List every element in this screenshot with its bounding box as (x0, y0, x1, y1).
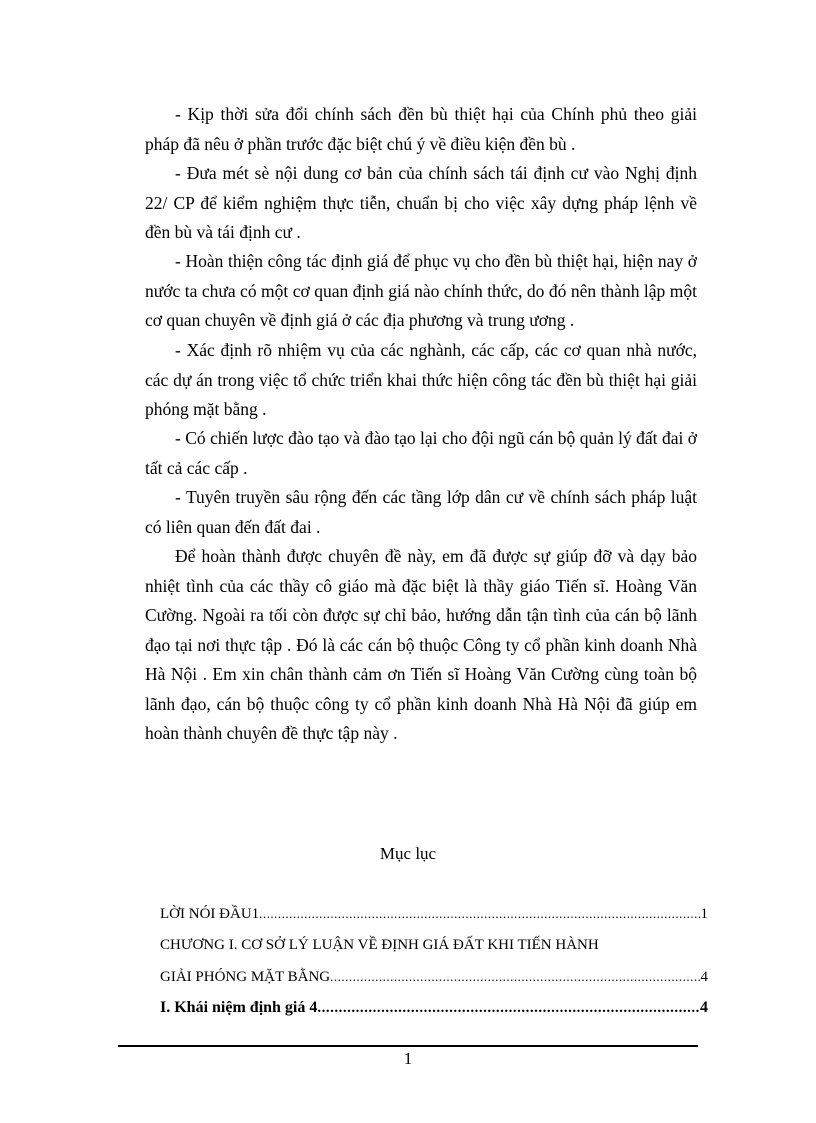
footer-rule (118, 1045, 698, 1047)
toc-leader-dots (317, 998, 700, 1018)
paragraph-5: - Có chiến lược đào tạo và đào tạo lại cho đội ngũ cán bộ quản lý đất đai ở tất cả các cấp . (145, 428, 697, 478)
toc-entry (160, 998, 708, 1018)
page-number: 1 (403, 1049, 413, 1068)
toc-entry-label: GIẢI PHÓNG MẶT BẰNG (160, 969, 331, 985)
toc-entry-page: 4 (700, 969, 708, 985)
toc-entry-page: 4 (700, 999, 708, 1016)
paragraph-2: - Đưa mét sè nội dung cơ bản của chính sách tái định cư vào Nghị định 22/ CP để kiểm nghiệm thực tiễn, chuẩn bị cho việc xây dựng pháp lệnh về đền bù và tái định cư . (145, 163, 697, 242)
toc-entry (160, 967, 708, 987)
toc-entry-page: 1 (700, 906, 708, 922)
paragraph-6: - Tuyên truyền sâu rộng đến các tầng lớp dân cư về chính sách pháp luật có liên quan đến đất đai . (145, 487, 697, 537)
toc-entry (160, 904, 708, 924)
toc-entry-label: I. Khái niệm định giá 4 (160, 999, 318, 1016)
paragraph-acknowledgement: Để hoàn thành được chuyên đề này, em đã được sự giúp đỡ và dạy bảo nhiệt tình của các thầy cô giáo mà đặc biệt là thầy giáo Tiến sĩ. Hoàng Văn Cường. Ngoài ra tối còn được sự chỉ bảo, hướng dẫn tận tình của cán bộ lãnh đạo tại nơi thực tập . Đó là các cán bộ thuộc Công ty cổ phần kinh doanh Nhà Hà Nội . Em xin chân thành cảm ơn Tiến sĩ Hoàng Văn Cường cùng toàn bộ lãnh đạo, cán bộ thuộc công ty cổ phần kinh doanh Nhà Hà Nội đã giúp em hoàn thành chuyên đề thực tập này . (145, 546, 697, 743)
paragraph-3: - Hoàn thiện công tác định giá để phục vụ cho đền bù thiệt hại, hiện nay ở nước ta chưa có một cơ quan định giá nào chính thức, do đó nên thành lập một cơ quan chuyên về định giá ở các địa phương và trung ương . (145, 251, 697, 330)
toc-entry-label: LỜI NÓI ĐẦU1 (160, 906, 260, 922)
toc-leader-dots (330, 967, 700, 987)
paragraph-1: - Kịp thời sửa đổi chính sách đền bù thiệt hại của Chính phủ theo giải pháp đã nêu ở phần trước đặc biệt chú ý về điều kiện đền bù . (145, 104, 697, 154)
toc-entry-label: CHƯƠNG I. CƠ SỞ LÝ LUẬN VỀ ĐỊNH GIÁ ĐẤT KHI TIẾN HÀNH (160, 937, 599, 953)
toc-entry (160, 935, 708, 955)
toc-leader-dots (259, 904, 700, 924)
paragraph-4: - Xác định rõ nhiệm vụ của các nghành, các cấp, các cơ quan nhà nước, các dự án trong việc tổ chức triển khai thức hiện công tác đền bù thiệt hại giải phóng mặt bằng . (145, 340, 697, 419)
toc-title: Mục lục (379, 844, 437, 863)
